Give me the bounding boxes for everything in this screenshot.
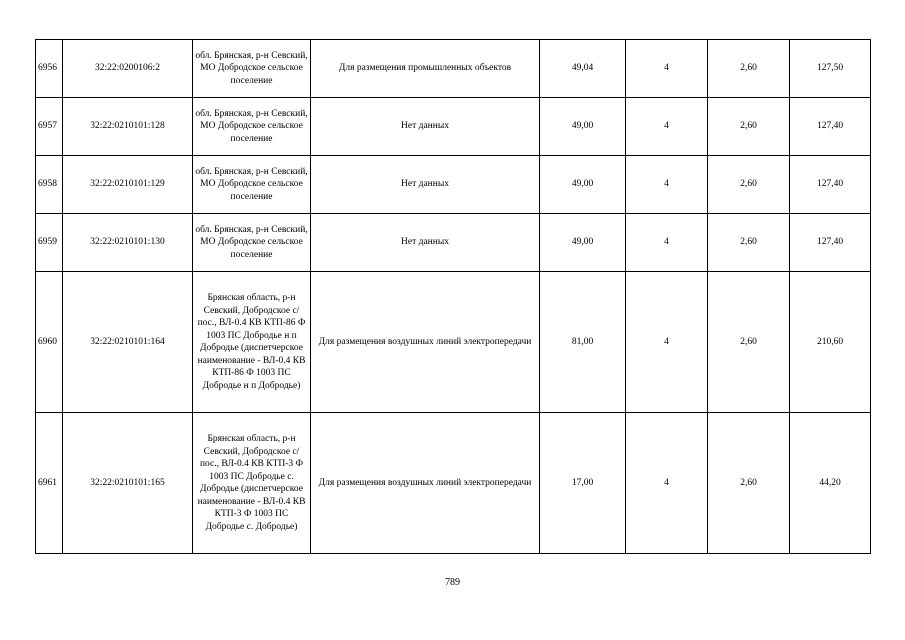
coefficient: 4 (626, 272, 708, 413)
total: 127,40 (790, 98, 871, 156)
address: обл. Брянская, р-н Севский, МО Добродское сельское поселение (193, 40, 311, 98)
rate: 2,60 (708, 156, 790, 214)
cadastral-number: 32:22:0200106:2 (63, 40, 193, 98)
rate: 2,60 (708, 413, 790, 554)
purpose: Нет данных (311, 98, 540, 156)
purpose: Нет данных (311, 214, 540, 272)
cadastral-number: 32:22:0210101:129 (63, 156, 193, 214)
purpose: Нет данных (311, 156, 540, 214)
coefficient: 4 (626, 156, 708, 214)
total: 127,50 (790, 40, 871, 98)
table-row (36, 156, 871, 214)
cadastral-number: 32:22:0210101:128 (63, 98, 193, 156)
total: 127,40 (790, 156, 871, 214)
table-row (36, 413, 871, 554)
address: обл. Брянская, р-н Севский, МО Добродское сельское поселение (193, 214, 311, 272)
total: 127,40 (790, 214, 871, 272)
purpose: Для размещения промышленных объектов (311, 40, 540, 98)
cadastral-number: 32:22:0210101:165 (63, 413, 193, 554)
area: 81,00 (540, 272, 626, 413)
area: 49,00 (540, 156, 626, 214)
row-number: 6958 (36, 156, 63, 214)
page-number: 789 (445, 577, 460, 588)
total: 210,60 (790, 272, 871, 413)
land-registry-table (35, 39, 871, 554)
coefficient: 4 (626, 40, 708, 98)
row-number: 6956 (36, 40, 63, 98)
purpose: Для размещения воздушных линий электропередачи (311, 413, 540, 554)
rate: 2,60 (708, 98, 790, 156)
row-number: 6957 (36, 98, 63, 156)
area: 17,00 (540, 413, 626, 554)
cadastral-number: 32:22:0210101:164 (63, 272, 193, 413)
table-row (36, 98, 871, 156)
address: обл. Брянская, р-н Севский, МО Добродское сельское поселение (193, 156, 311, 214)
rate: 2,60 (708, 214, 790, 272)
address: Брянская область, р-н Севский, Добродское с/пос., ВЛ-0.4 КВ КТП-86 Ф 1003 ПС Добродье н п Добродье (диспетчерское наименование - ВЛ-0.4 КВ КТП-86 Ф 1003 ПС Добродье н п Добродье) (193, 272, 311, 413)
row-number: 6960 (36, 272, 63, 413)
area: 49,00 (540, 98, 626, 156)
address: Брянская область, р-н Севский, Добродское с/пос., ВЛ-0.4 КВ КТП-3 Ф 1003 ПС Добродье с. Добродье (диспетчерское наименование - ВЛ-0.4 КВ КТП-3 Ф 1003 ПС Добродье с. Добродье) (193, 413, 311, 554)
table-row (36, 272, 871, 413)
area: 49,04 (540, 40, 626, 98)
row-number: 6961 (36, 413, 63, 554)
table-row (36, 40, 871, 98)
address: обл. Брянская, р-н Севский, МО Добродское сельское поселение (193, 98, 311, 156)
row-number: 6959 (36, 214, 63, 272)
coefficient: 4 (626, 214, 708, 272)
cadastral-number: 32:22:0210101:130 (63, 214, 193, 272)
rate: 2,60 (708, 272, 790, 413)
rate: 2,60 (708, 40, 790, 98)
coefficient: 4 (626, 413, 708, 554)
total: 44,20 (790, 413, 871, 554)
table-row (36, 214, 871, 272)
purpose: Для размещения воздушных линий электропередачи (311, 272, 540, 413)
area: 49,00 (540, 214, 626, 272)
coefficient: 4 (626, 98, 708, 156)
